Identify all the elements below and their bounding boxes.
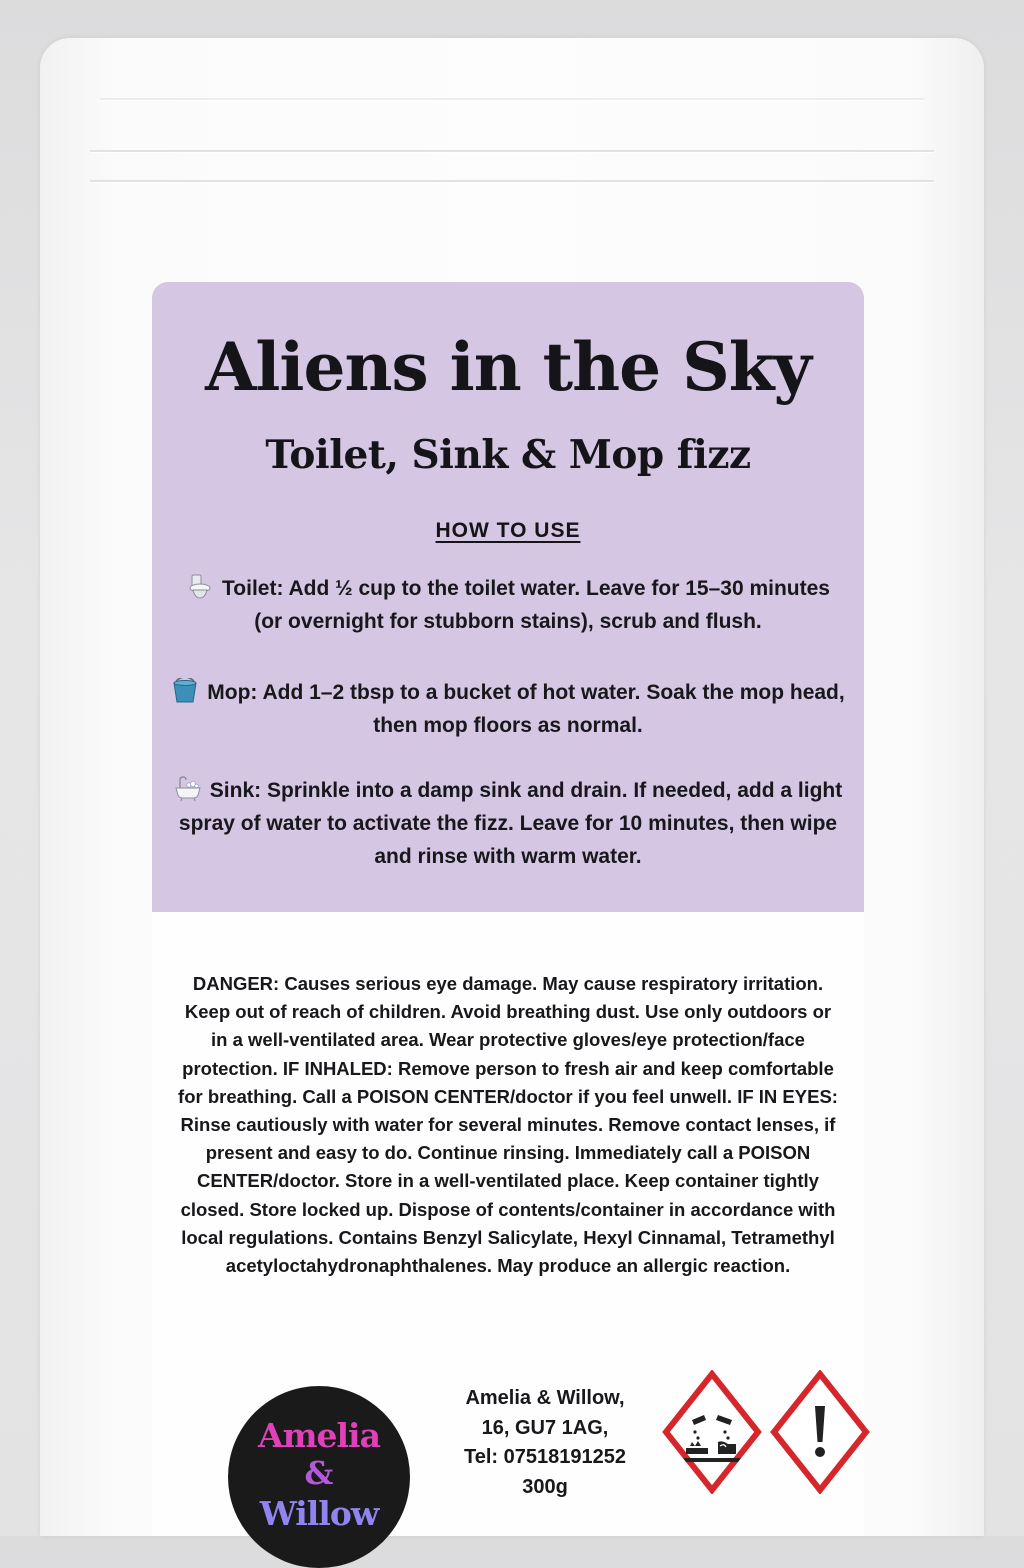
brand-logo [228, 1386, 410, 1568]
zip-lock-line [90, 180, 934, 182]
pouch-seal-line [100, 98, 924, 100]
pouch-tear-line [90, 150, 934, 152]
logo-line-amelia: Amelia [258, 1416, 380, 1455]
corrosive-hazard-icon [662, 1370, 762, 1494]
exclamation-hazard-icon [770, 1370, 870, 1494]
toilet-icon [186, 574, 214, 600]
supplier-address [420, 1384, 670, 1502]
net-weight: 300g [522, 1475, 568, 1498]
step-sink-text: Sink: Sprinkle into a damp sink and drain. If needed, add a light spray of water to activate the fizz. Leave for 10 minutes, then wipe and rinse with warm water. [178, 779, 843, 868]
logo-line-ampersand: & [304, 1454, 334, 1492]
instructions-label [152, 282, 864, 916]
how-to-use-heading: HOW TO USE [435, 519, 581, 542]
danger-warning-text: DANGER: Causes serious eye damage. May cause respiratory irritation. Keep out of reach of children. Avoid breathing dust. Use only outdoors or in a well-ventilated area. Wear protective gloves/eye protection/face protection. IF INHALED: Remove person to fresh air and keep comfortable for breathing. Call a POISON CENTER/doctor if you feel unwell. IF IN EYES: Rinse cautiously with water for several minutes. Remove contact lenses, if present and easy to do. Continue rinsing. Immediately call a POISON CENTER/doctor. Store in a well-ventilated place. Keep container tightly closed. Store locked up. Dispose of contents/container in accordance with local regulations. Contains Benzyl Salicylate, Hexyl Cinnamal, Tetramethyl acetyloctahydronaphthalenes. May produce an allergic reaction. [178, 973, 838, 1277]
logo-line-willow: Willow [259, 1494, 379, 1533]
safety-label [152, 912, 864, 1536]
step-toilet [170, 572, 846, 638]
address-line-postcode: 16, GU7 1AG, [481, 1416, 609, 1439]
address-line-phone: Tel: 07518191252 [464, 1446, 626, 1468]
step-mop [170, 676, 846, 742]
step-mop-text: Mop: Add 1–2 tbsp to a bucket of hot water. Soak the mop head, then mop floors as normal. [207, 681, 845, 737]
product-subtitle: Toilet, Sink & Mop fizz [265, 432, 751, 478]
bucket-icon [171, 678, 199, 704]
product-title: Aliens in the Sky [205, 328, 811, 406]
address-line-name: Amelia & Willow, [465, 1387, 625, 1409]
step-toilet-text: Toilet: Add ½ cup to the toilet water. Leave for 15–30 minutes (or overnight for stubborn stains), scrub and flush. [222, 577, 830, 633]
bathtub-icon [174, 776, 202, 802]
product-pouch [40, 38, 984, 1536]
step-sink [170, 774, 846, 873]
